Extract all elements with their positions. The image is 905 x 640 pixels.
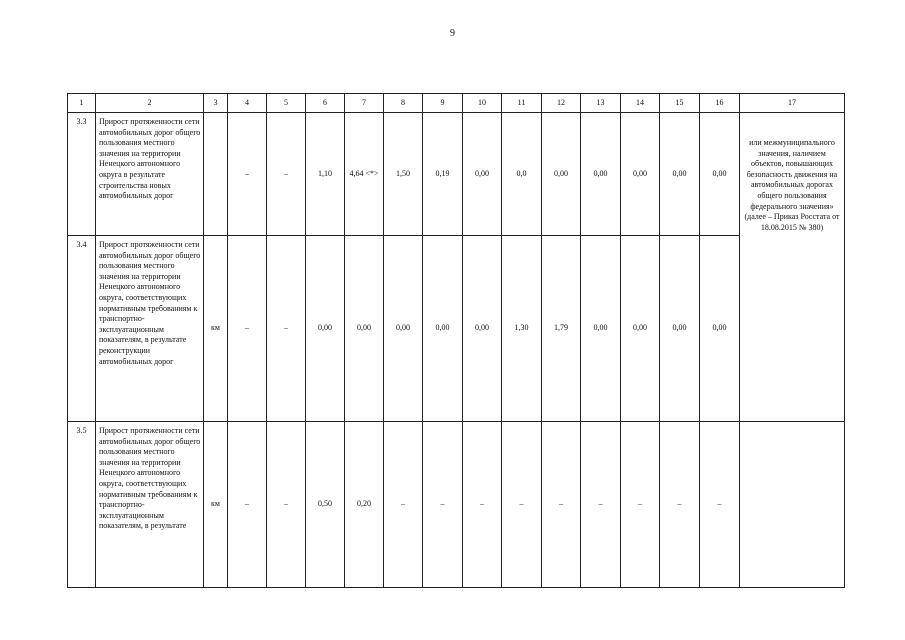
header-cell: 13 xyxy=(581,94,621,113)
value-cell: 1,79 xyxy=(542,236,581,422)
table-row xyxy=(68,236,845,422)
row-code-cell: 3.3 xyxy=(68,113,96,236)
value-cell: – xyxy=(384,422,423,588)
row-name-cell: Прирост протяженности сети автомобильных дорог общего пользования местного значения на территории Ненецкого автономного округа в результате строительства новых автомобильных дорог xyxy=(96,113,204,236)
value-cell: 0,00 xyxy=(306,236,345,422)
value-cell xyxy=(204,113,228,236)
header-cell: 4 xyxy=(228,94,267,113)
note-cell: или межмуниципального значения, наличием объектов, повышающих безопасность движения на автомобильных дорогах общего пользования федерального значения» (далее – Приказ Росстата от 18.08.2015 № 380) xyxy=(740,113,845,422)
value-cell: 0,00 xyxy=(621,236,660,422)
header-cell: 9 xyxy=(423,94,463,113)
row-name-cell: Прирост протяженности сети автомобильных дорог общего пользования местного значения на территории Ненецкого автономного округа, соответствующих нормативным требованиям к транспортно-эксплуатационным показателям, в результате xyxy=(96,422,204,588)
header-cell: 15 xyxy=(660,94,700,113)
value-cell: 0,19 xyxy=(423,113,463,236)
value-cell: – xyxy=(228,113,267,236)
value-cell: – xyxy=(502,422,542,588)
value-cell: – xyxy=(463,422,502,588)
header-cell: 3 xyxy=(204,94,228,113)
header-cell: 11 xyxy=(502,94,542,113)
value-cell: 0,00 xyxy=(423,236,463,422)
row-code-cell: 3.4 xyxy=(68,236,96,422)
header-cell: 1 xyxy=(68,94,96,113)
header-cell: 14 xyxy=(621,94,660,113)
row-code-cell: 3.5 xyxy=(68,422,96,588)
value-cell: 0,0 xyxy=(502,113,542,236)
value-cell: – xyxy=(542,422,581,588)
header-cell: 8 xyxy=(384,94,423,113)
value-cell: 1,50 xyxy=(384,113,423,236)
header-cell: 12 xyxy=(542,94,581,113)
value-cell: – xyxy=(228,422,267,588)
value-cell: 0,00 xyxy=(700,113,740,236)
value-cell: 0,00 xyxy=(621,113,660,236)
value-cell: 0,00 xyxy=(581,236,621,422)
value-cell: км xyxy=(204,236,228,422)
header-cell: 5 xyxy=(267,94,306,113)
value-cell: км xyxy=(204,422,228,588)
table-row xyxy=(68,113,845,236)
row-name-cell: Прирост протяженности сети автомобильных дорог общего пользования местного значения на территории Ненецкого автономного округа, соответствующих нормативным требованиям к транспортно-эксплуатационным показателям, в результате реконструкции автомобильных дорог xyxy=(96,236,204,422)
value-cell: 0,00 xyxy=(700,236,740,422)
value-cell: – xyxy=(228,236,267,422)
indicators-table xyxy=(67,93,845,588)
header-cell: 16 xyxy=(700,94,740,113)
value-cell: 0,00 xyxy=(542,113,581,236)
value-cell: 0,20 xyxy=(345,422,384,588)
value-cell: 0,00 xyxy=(463,113,502,236)
value-cell: 1,10 xyxy=(306,113,345,236)
value-cell: 4,64 <*> xyxy=(345,113,384,236)
page-number: 9 xyxy=(450,28,455,39)
value-cell: – xyxy=(581,422,621,588)
value-cell: 0,00 xyxy=(660,236,700,422)
value-cell: – xyxy=(267,422,306,588)
header-cell: 17 xyxy=(740,94,845,113)
value-cell: – xyxy=(267,236,306,422)
value-cell: – xyxy=(423,422,463,588)
header-cell: 7 xyxy=(345,94,384,113)
value-cell: 0,00 xyxy=(345,236,384,422)
value-cell: 0,00 xyxy=(384,236,423,422)
table-row xyxy=(68,422,845,588)
table-header-row xyxy=(68,94,845,113)
value-cell: – xyxy=(660,422,700,588)
value-cell: – xyxy=(700,422,740,588)
header-cell: 10 xyxy=(463,94,502,113)
header-cell: 2 xyxy=(96,94,204,113)
value-cell: 0,00 xyxy=(463,236,502,422)
value-cell: – xyxy=(267,113,306,236)
value-cell: 0,00 xyxy=(660,113,700,236)
value-cell: 0,50 xyxy=(306,422,345,588)
header-cell: 6 xyxy=(306,94,345,113)
value-cell: – xyxy=(621,422,660,588)
note-cell-empty xyxy=(740,422,845,588)
value-cell: 0,00 xyxy=(581,113,621,236)
value-cell: 1,30 xyxy=(502,236,542,422)
